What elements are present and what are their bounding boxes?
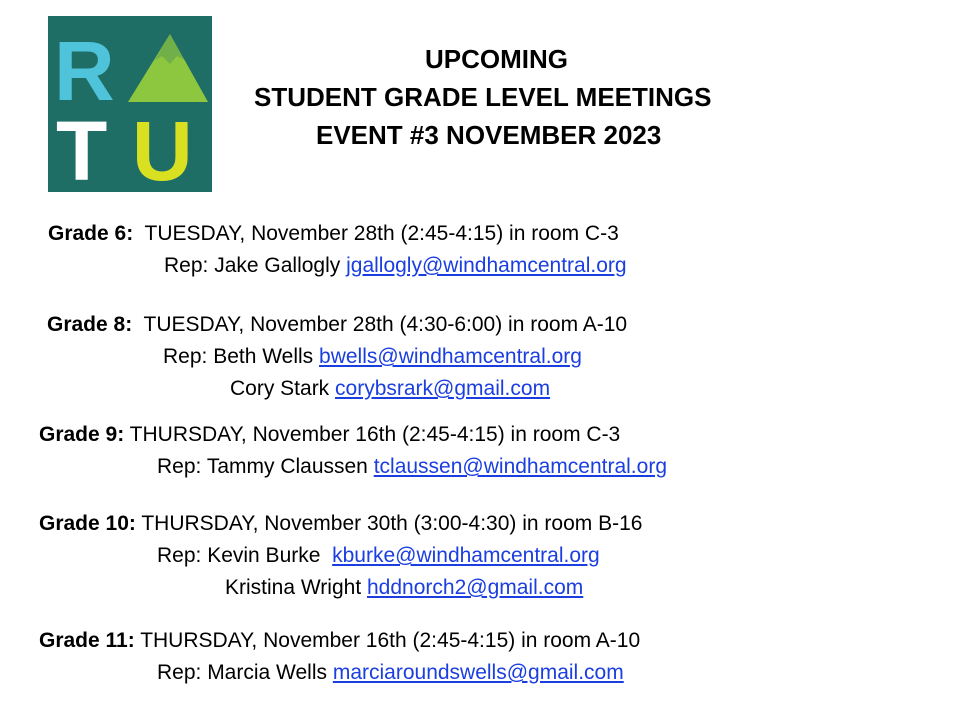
meeting-grade-6 [48,218,627,282]
meeting-details: THURSDAY, November 16th (2:45-4:15) in room C-3 [124,423,621,446]
title-line-meetings: STUDENT GRADE LEVEL MEETINGS [254,82,712,112]
meeting-details: THURSDAY, November 30th (3:00-4:30) in room B-16 [135,512,643,535]
meeting-details-line [39,508,642,540]
rtu-logo-graphic [48,16,212,192]
meeting-grade-8 [47,309,627,405]
meeting-grade-10 [39,508,642,604]
rep2-line [47,373,627,405]
rtu-logo [48,16,212,192]
rep-line [48,250,627,282]
rep-email-link[interactable]: bwells@windhamcentral.org [319,345,582,368]
rep-email-link[interactable]: marciaroundswells@gmail.com [332,661,624,684]
meeting-details-line [39,625,640,657]
meeting-details-line [48,218,627,250]
title-line-upcoming: UPCOMING [425,44,568,74]
rep2-email-link[interactable]: hddnorch2@gmail.com [367,576,584,599]
logo-letter-t: T [56,104,108,192]
rep-email-link[interactable]: jgallogly@windhamcentral.org [346,254,627,277]
grade-label: Grade 6: [48,222,134,245]
meeting-grade-11 [39,625,640,689]
rep2-name: Cory Stark [230,377,336,400]
rep2-name: Kristina Wright [225,576,367,599]
meeting-grade-9 [39,419,667,483]
grade-label: Grade 8: [47,313,133,336]
rep-line [39,540,642,572]
rep-name: Rep: Kevin Burke [157,544,333,567]
page-title [220,40,860,154]
grade-label: Grade 11: [39,629,135,652]
rep-name: Rep: Jake Gallogly [164,254,347,277]
rep-name: Rep: Beth Wells [163,345,320,368]
logo-letter-r: R [54,24,115,118]
rep-line [39,657,640,689]
meeting-details: THURSDAY, November 16th (2:45-4:15) in room A-10 [134,629,641,652]
logo-letter-u: U [132,104,193,192]
meeting-details-line [47,309,627,341]
meeting-details: TUESDAY, November 28th (2:45-4:15) in room C-3 [133,222,619,245]
rep2-email-link[interactable]: corybsrark@gmail.com [335,377,551,400]
rep-email-link[interactable]: kburke@windhamcentral.org [332,544,600,567]
grade-label: Grade 9: [39,423,125,446]
grade-label: Grade 10: [39,512,136,535]
rep-name: Rep: Tammy Claussen [157,455,374,478]
meeting-details: TUESDAY, November 28th (4:30-6:00) in room A-10 [132,313,628,336]
rep-line [39,451,667,483]
rep-line [47,341,627,373]
rep2-line [39,572,642,604]
rep-email-link[interactable]: tclaussen@windhamcentral.org [373,455,667,478]
title-line-event: EVENT #3 NOVEMBER 2023 [316,120,662,150]
rep-name: Rep: Marcia Wells [157,661,333,684]
meeting-details-line [39,419,667,451]
